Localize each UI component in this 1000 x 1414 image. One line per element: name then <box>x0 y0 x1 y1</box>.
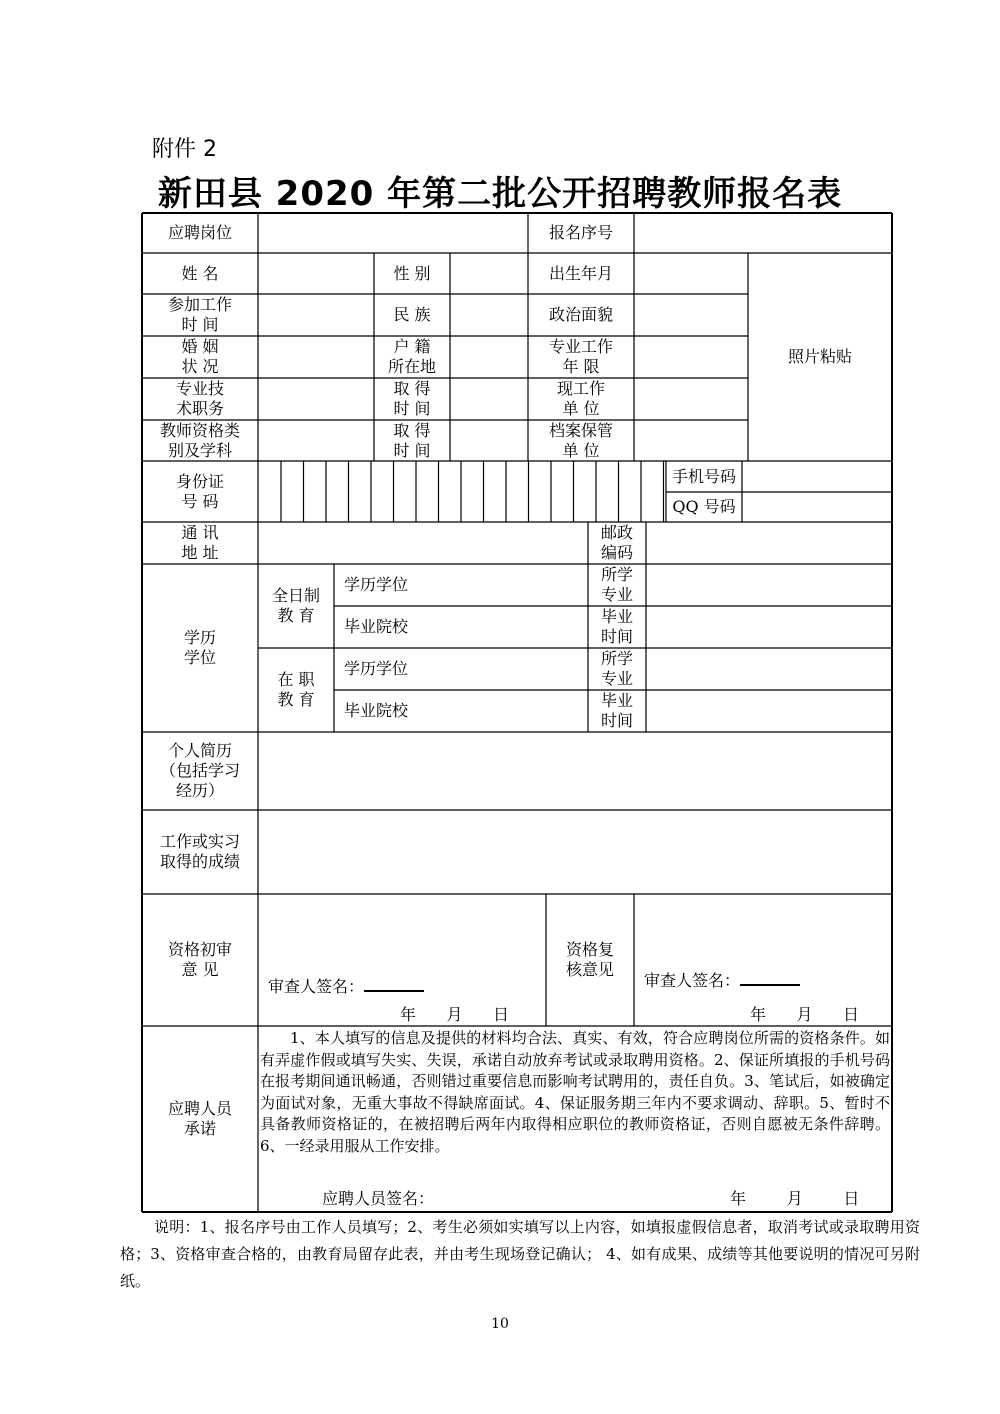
label-political: 政治面貌 <box>548 305 613 324</box>
label-degree-1: 学历学位 <box>344 575 409 594</box>
label-archive-unit: 档案保管 单 位 <box>548 420 613 460</box>
label-second-review: 资格复 核意见 <box>565 940 614 979</box>
label-achievements: 工作或实习 取得的成绩 <box>159 832 240 871</box>
label-ethnicity: 民 族 <box>393 305 431 324</box>
label-education: 学历 学位 <box>183 628 216 667</box>
label-degree-2: 学历学位 <box>344 659 409 678</box>
label-current-unit: 现工作 单 位 <box>556 379 605 418</box>
reviewer-sign-1: 审查人签名： <box>268 974 424 997</box>
label-name: 姓 名 <box>181 263 219 283</box>
label-fulltime: 全日制 教 育 <box>271 586 320 625</box>
attachment-label: 附件 2 <box>152 137 217 162</box>
label-major-2: 所学 专业 <box>600 649 633 688</box>
label-qq: QQ 号码 <box>672 497 736 516</box>
reviewer-sign-2: 审查人签名： <box>644 968 800 991</box>
review-date-2: 年 月 日 <box>750 1005 860 1024</box>
label-photo: 照片粘贴 <box>787 347 852 366</box>
applicant-sign: 应聘人员签名： <box>322 1189 435 1208</box>
label-initial-review: 资格初审 意 见 <box>167 940 232 979</box>
label-position: 应聘岗位 <box>167 223 232 242</box>
label-id-card: 身份证 号 码 <box>175 471 224 511</box>
applicant-date: 年 月 日 <box>730 1189 860 1208</box>
label-obtain-time-2: 取 得 时 间 <box>393 420 431 460</box>
label-gender: 性 别 <box>393 263 431 283</box>
label-hukou: 户 籍 所在地 <box>387 337 436 376</box>
promise-text: 1、本人填写的信息及提供的材料均合法、真实、有效，符合应聘岗位所需的资格条件。如有弄虚作假或填写失实、失误，承诺自动放弃考试或录取聘用资格。2、保证所填报的手机号码在报考期间通讯畅通，否则错过重要信息而影响考试聘用的，责任自负。3、笔试后，如被确定为面试对象，无重大事故不得缺席面试。4、保证服务期三年内不要求调动、辞职。5、暂时不具备教师资格证的，在被招聘后两年内取得相应职位的教师资格证，否则自愿被无条件辞聘。6、一经录用服从工作安排。 <box>260 1029 890 1155</box>
label-marital: 婚 姻 状 况 <box>181 337 219 376</box>
label-work-years: 专业工作 年 限 <box>548 337 613 376</box>
label-phone: 手机号码 <box>671 466 736 486</box>
label-school-2: 毕业院校 <box>344 701 409 720</box>
label-reg-no: 报名序号 <box>548 223 613 242</box>
label-inservice: 在 职 教 育 <box>277 670 315 709</box>
label-grad-time-2: 毕业 时间 <box>600 691 633 730</box>
label-teacher-cert: 教师资格类 别及学科 <box>159 420 240 460</box>
label-address: 通 讯 地 址 <box>181 523 219 562</box>
label-tech-title: 专业技 术职务 <box>175 379 224 418</box>
label-obtain-time-1: 取 得 时 间 <box>393 379 431 418</box>
label-birth: 出生年月 <box>548 263 613 283</box>
label-promise: 应聘人员 承诺 <box>167 1099 232 1138</box>
page-number: 10 <box>491 1316 509 1332</box>
label-postcode: 邮政 编码 <box>600 523 633 562</box>
review-date-1: 年 月 日 <box>400 1005 510 1024</box>
page-title: 新田县 2020 年第二批公开招聘教师报名表 <box>157 174 843 214</box>
label-resume: 个人简历 （包括学习 经历） <box>159 741 240 800</box>
footnote: 说明：1、报名序号由工作人员填写；2、考生必须如实填写以上内容，如填报虚假信息者，取消考试或录取聘用资格；3、资格审查合格的，由教育局留存此表，并由考生现场登记确认； 4、如有成果、成绩等其他要说明的情况可另附纸。 <box>120 1218 920 1290</box>
label-work-start: 参加工作 时 间 <box>167 295 232 334</box>
label-school-1: 毕业院校 <box>344 617 409 636</box>
label-grad-time-1: 毕业 时间 <box>600 607 633 646</box>
label-major-1: 所学 专业 <box>600 565 633 604</box>
